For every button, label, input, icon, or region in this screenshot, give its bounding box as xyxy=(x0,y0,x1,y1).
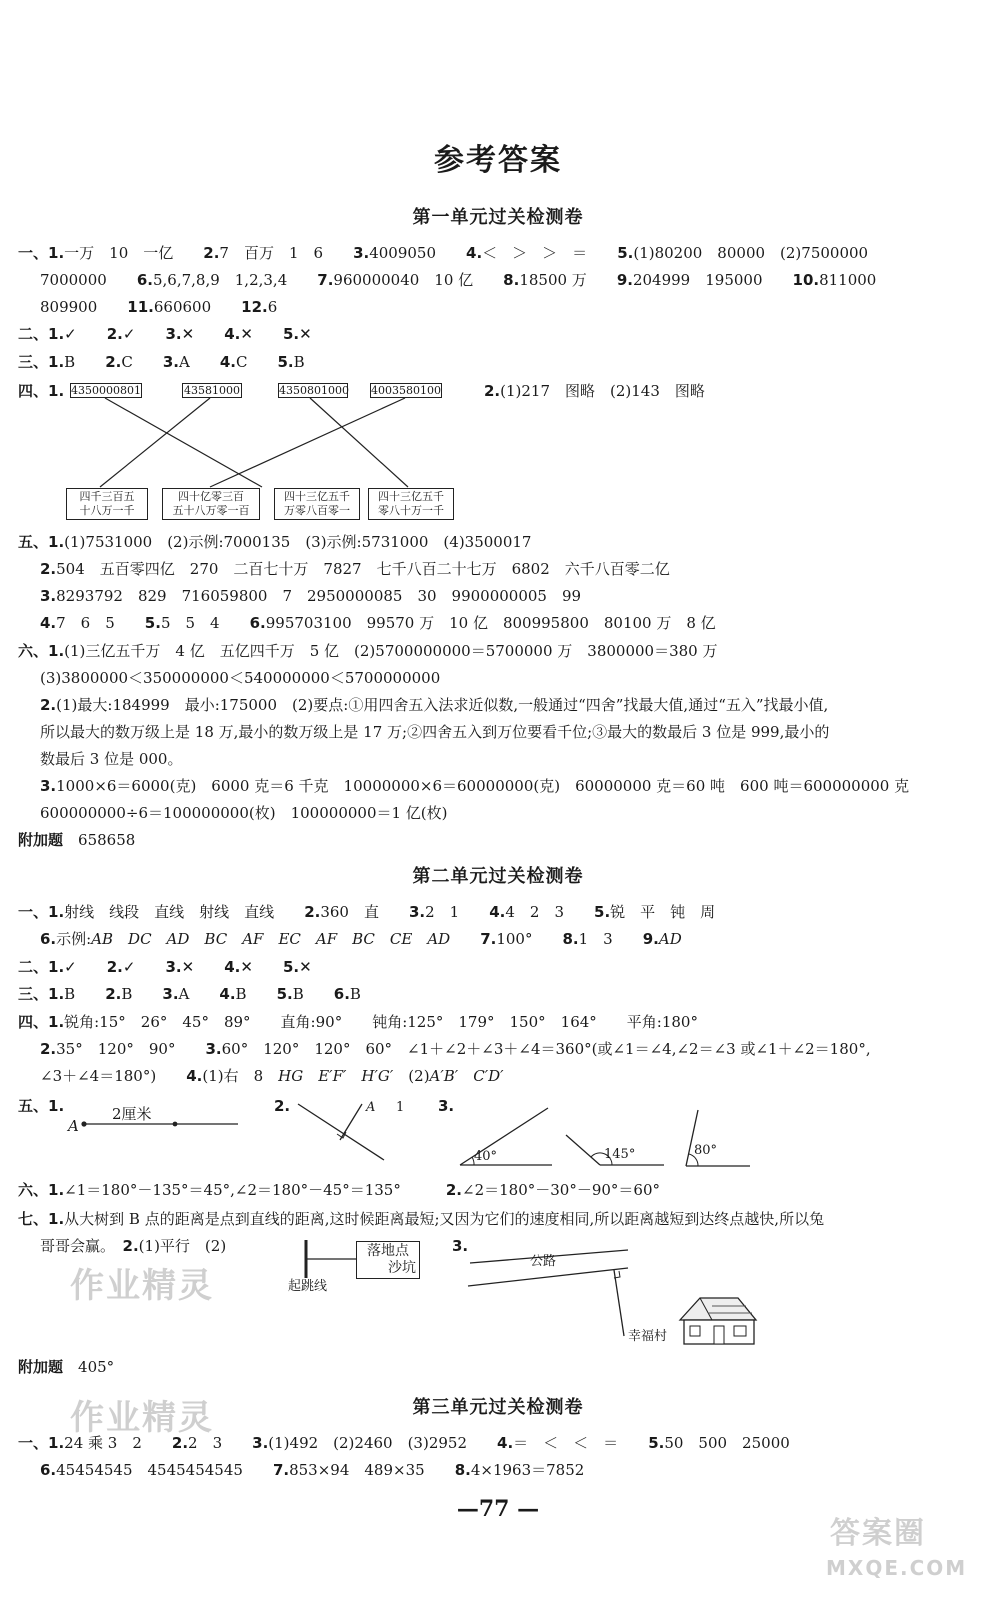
q-num: 6. xyxy=(333,985,350,1003)
q-num: 12. xyxy=(241,298,268,316)
u1-line-14: 所以最大的数万级上是 18 万,最小的数万级上是 17 万;②四舍五入到万位要看千位;③最大的数最后 3 位是 999,最小的 xyxy=(40,723,830,741)
answer: 809900 xyxy=(40,298,98,316)
answer: (1)最大:184999 最小:175000 (2)要点:①用四舍五入法求近似数,一般通过“四舍”找最大值,通过“五入”找最小值, xyxy=(56,696,829,714)
q-num: 2. xyxy=(106,325,123,343)
q-num: 4. xyxy=(489,903,506,921)
page-title: 参考答案 xyxy=(434,143,562,178)
answer: 995703100 99570 万 10 亿 800995800 80100 万 8 亿 xyxy=(265,614,716,632)
number-box-3: 4350801000 xyxy=(279,384,349,397)
answer: C xyxy=(235,353,248,371)
section-label: 二、 xyxy=(18,958,49,976)
angle-80-label: 80° xyxy=(694,1143,718,1158)
q-num: 1. xyxy=(48,958,65,976)
answer: (1)217 图略 (2)143 图略 xyxy=(500,382,705,400)
words-line: 四千三百五 xyxy=(79,490,135,503)
q-num: 5. xyxy=(594,903,611,921)
q-num: 2. xyxy=(40,560,57,578)
answer: 锐 平 钝 周 xyxy=(610,903,716,921)
u3-line-2 xyxy=(40,1459,584,1481)
section-label: 一、 xyxy=(18,1434,49,1452)
cross-mark: ✕ xyxy=(299,325,312,343)
q-num: 3. xyxy=(162,353,179,371)
q-num: 4. xyxy=(497,1434,514,1452)
answer: 4×1963＝7852 xyxy=(470,1461,585,1479)
q-num: 4. xyxy=(466,244,483,262)
q-num: 8. xyxy=(503,271,520,289)
q-num: 9. xyxy=(616,271,633,289)
section-label: 三、 xyxy=(18,985,49,1003)
answer: 示例: xyxy=(56,930,92,948)
cross-mark: ✕ xyxy=(181,325,195,343)
q-num: 2. xyxy=(40,696,57,714)
answer: 100° xyxy=(496,930,533,948)
answer: 一万 10 一亿 xyxy=(64,244,174,262)
q-num: 3. xyxy=(252,1434,269,1452)
q-num: 4. xyxy=(219,985,236,1003)
q-num: 2. xyxy=(106,958,123,976)
check-mark: ✓ xyxy=(64,958,77,976)
q-num: 6. xyxy=(249,614,266,632)
q-num: 5. xyxy=(277,353,294,371)
angle-40-label: 40° xyxy=(474,1149,498,1164)
q-num: 4. xyxy=(40,614,57,632)
section-label: 六、 xyxy=(18,1181,49,1199)
cross-mark: ✕ xyxy=(240,325,253,343)
q-num: 2. xyxy=(274,1097,291,1115)
q-num: 1. xyxy=(48,353,65,371)
watermark-url: MXQE.COM xyxy=(826,1556,968,1580)
answer: 射线 线段 直线 射线 直线 xyxy=(64,903,275,921)
answer: A xyxy=(178,353,190,371)
q-num: 9. xyxy=(642,930,659,948)
answer: (1)三亿五千万 4 亿 五亿四千万 5 亿 (2)5700000000＝5700000 万 3800000＝380 万 xyxy=(64,642,718,660)
answer: 18500 万 xyxy=(519,271,587,289)
q-num: 4. xyxy=(224,958,241,976)
u1-line-17: 600000000÷6＝100000000(枚) 100000000＝1 亿(枚) xyxy=(40,804,448,822)
road-label: 公路 xyxy=(530,1254,557,1269)
q-num: 5. xyxy=(282,958,300,976)
q-num: 5. xyxy=(144,614,161,632)
answer: HG E′F′ H′G′ xyxy=(278,1067,394,1085)
answer: 658658 xyxy=(78,831,136,849)
number-box-1: 4350000801 xyxy=(71,384,141,397)
answer: 2 3 xyxy=(188,1434,223,1452)
answer: 8293792 829 716059800 7 2950000085 30 9900000005 99 xyxy=(56,587,582,605)
section-label: 四、 xyxy=(18,382,49,400)
q-num: 5. xyxy=(648,1434,665,1452)
section-label: 四、 xyxy=(18,1013,49,1031)
cross-mark: ✕ xyxy=(299,958,312,976)
number-box-4: 4003580100 xyxy=(371,384,441,397)
q-num: 7. xyxy=(272,1461,290,1479)
q-num: 1. xyxy=(48,985,65,1003)
landing-point-label: 落地点 xyxy=(367,1243,409,1259)
watermark-logo: 作业精灵 xyxy=(70,1266,214,1306)
section-label: 三、 xyxy=(18,353,49,371)
section-label: 五、 xyxy=(18,1097,49,1115)
answer: (1)右 8 xyxy=(202,1067,279,1085)
answer: 360 直 xyxy=(320,903,379,921)
answer: 锐角:15° 26° 45° 89° 直角:90° 钝角:125° 179° 150° 164° 平角:180° xyxy=(64,1013,698,1031)
answer: AD xyxy=(658,930,682,948)
q-num: 3. xyxy=(205,1040,222,1058)
answer: 1000×6＝6000(克) 6000 克＝6 千克 10000000×6＝60000000(克) 60000000 克＝60 吨 600 吨＝600000000 克 xyxy=(56,777,910,795)
check-mark: ✓ xyxy=(122,325,136,343)
section-label: 五、 xyxy=(18,533,49,551)
q-num: 10. xyxy=(792,271,820,289)
answer: 660600 xyxy=(153,298,212,316)
q-num: 1. xyxy=(48,244,65,262)
answer: 从大树到 B 点的距离是点到直线的距离,这时候距离最短;又因为它们的速度相同,所以距离越短到达终点越快,所以兔 xyxy=(64,1210,825,1228)
u1-line-15: 数最后 3 位是 000。 xyxy=(40,750,183,768)
check-mark: ✓ xyxy=(64,325,77,343)
q-num: 2. xyxy=(445,1181,463,1199)
words-line: 十八万一千 xyxy=(79,504,135,517)
q-num: 8. xyxy=(454,1461,471,1479)
answer: 6 xyxy=(267,298,278,316)
q-num: 4. xyxy=(219,353,236,371)
q-num: 2. xyxy=(203,244,220,262)
u2-extra xyxy=(18,1356,114,1378)
answer: 45454545 4545454545 xyxy=(56,1461,243,1479)
u1-line-12: (3)3800000＜350000000＜540000000＜5700000000 xyxy=(40,669,441,687)
q-num: 1. xyxy=(48,1210,65,1228)
q-num: 1. xyxy=(48,325,65,343)
answer: 405° xyxy=(78,1358,115,1376)
cross-mark: ✕ xyxy=(240,958,253,976)
answer: (2) xyxy=(408,1067,430,1085)
section-label: 一、 xyxy=(18,903,49,921)
answer: 4 2 3 xyxy=(505,903,565,921)
cross-mark: ✕ xyxy=(181,958,195,976)
answer: ∠1＝180°－135°＝45°,∠2＝180°－45°＝135° xyxy=(64,1181,401,1199)
q-num: 2. xyxy=(105,985,122,1003)
answer: B xyxy=(292,985,304,1003)
village-label: 幸福村 xyxy=(628,1329,668,1344)
q-num: 3. xyxy=(452,1237,469,1255)
q-num: 3. xyxy=(40,777,57,795)
answer: B xyxy=(235,985,247,1003)
words-line: 五十八万零一百 xyxy=(172,504,250,517)
check-mark: ✓ xyxy=(122,958,136,976)
q-num: 4. xyxy=(224,325,241,343)
answer: AB DC AD BC AF EC AF BC CE AD xyxy=(91,930,451,948)
page-number: —77 — xyxy=(456,1496,540,1522)
answer: 2 1 xyxy=(425,903,460,921)
answer: C xyxy=(121,353,133,371)
q-num: 2. xyxy=(304,903,321,921)
q-num: 2. xyxy=(171,1434,189,1452)
answer: 4009050 xyxy=(369,244,437,262)
answer: ＜ ＞ ＞ ＝ xyxy=(482,244,588,262)
q-num: 6. xyxy=(136,271,153,289)
words-line: 万零八百零一 xyxy=(284,504,350,517)
watermark-logo: 作业精灵 xyxy=(70,1398,214,1438)
answer: (1)492 (2)2460 (3)2952 xyxy=(268,1434,468,1452)
answer: ＝ ＜ ＜ ＝ xyxy=(513,1434,619,1452)
answer: A′B′ C′D′ xyxy=(429,1067,504,1085)
answer: 853×94 489×35 xyxy=(289,1461,425,1479)
words-line: 零八十万一千 xyxy=(378,504,444,517)
q-num: 3. xyxy=(40,587,57,605)
answer: 1 3 xyxy=(578,930,613,948)
q-num: 2. xyxy=(105,353,122,371)
sandpit-label: 沙坑 xyxy=(388,1260,416,1276)
q-num: 11. xyxy=(127,298,154,316)
q-num: 3. xyxy=(408,903,426,921)
extra-label: 附加题 xyxy=(18,1358,64,1376)
q-num: 6. xyxy=(40,930,57,948)
q-num: 1. xyxy=(48,1181,65,1199)
answer: (1)80200 80000 (2)7500000 xyxy=(633,244,869,262)
q-num: 1. xyxy=(48,1434,65,1452)
q-num: 6. xyxy=(40,1461,57,1479)
answer: 哥哥会赢。 xyxy=(40,1237,108,1255)
angle-145-label: 145° xyxy=(604,1147,636,1162)
answer: 204999 195000 xyxy=(632,271,763,289)
section-label: 二、 xyxy=(18,325,49,343)
answer: 960000040 10 亿 xyxy=(333,271,474,289)
q-num: 7. xyxy=(317,271,334,289)
q-num: 5. xyxy=(282,325,300,343)
watermark-logo: 答案圈 xyxy=(830,1516,926,1551)
q-num: 3. xyxy=(353,244,370,262)
q-num: 1. xyxy=(48,642,65,660)
q-num: 5. xyxy=(276,985,293,1003)
unit3-title: 第三单元过关检测卷 xyxy=(412,1397,584,1418)
answer: (1)平行 (2) xyxy=(138,1237,227,1255)
q-num: 1. xyxy=(48,903,65,921)
q-num: 3. xyxy=(165,325,182,343)
answer: B xyxy=(64,985,76,1003)
answer: ∠2＝180°－30°－90°＝60° xyxy=(462,1181,661,1199)
q-num: 3. xyxy=(438,1097,455,1115)
answer: 7000000 xyxy=(40,271,107,289)
answer: B xyxy=(349,985,361,1003)
section-label: 一、 xyxy=(18,244,49,262)
q-num: 2. xyxy=(122,1237,139,1255)
words-line: 四十三亿五千 xyxy=(284,490,350,503)
answer: B xyxy=(293,353,305,371)
answer: 7 百万 1 6 xyxy=(219,244,324,262)
section-label: 七、 xyxy=(18,1210,49,1228)
q-num: 1. xyxy=(48,533,65,551)
length-label: 2厘米 xyxy=(112,1105,152,1123)
section-label: 六、 xyxy=(18,642,49,660)
q-num: 8. xyxy=(562,930,579,948)
answer: 35° 120° 90° xyxy=(56,1040,176,1058)
words-line: 四十亿零三百 xyxy=(178,490,244,503)
q-num: 2. xyxy=(484,382,501,400)
takeoff-line-label: 起跳线 xyxy=(288,1279,328,1294)
q-num: 1. xyxy=(48,382,65,400)
answer: 24 乘 3 2 xyxy=(64,1434,142,1452)
unit1-title: 第一单元过关检测卷 xyxy=(412,207,584,228)
answer: B xyxy=(121,985,133,1003)
q-num: 2. xyxy=(40,1040,57,1058)
words-line: 四十三亿五千 xyxy=(378,490,444,503)
q-num: 7. xyxy=(480,930,497,948)
q-num: 3. xyxy=(165,958,182,976)
answer: B xyxy=(64,353,76,371)
landing-point-box xyxy=(356,1241,420,1279)
angle-count-label: 1 xyxy=(396,1100,405,1115)
q-num: 4. xyxy=(186,1067,203,1085)
q-num: 1. xyxy=(48,1097,65,1115)
answer: 5,6,7,8,9 1,2,3,4 xyxy=(152,271,288,289)
answer: (1)7531000 (2)示例:7000135 (3)示例:5731000 (4)3500017 xyxy=(64,533,532,551)
answer: 50 500 25000 xyxy=(664,1434,790,1452)
point-a-label: A xyxy=(68,1117,79,1135)
point-a-label-2: A xyxy=(366,1100,376,1115)
q-num: 3. xyxy=(162,985,179,1003)
extra-label: 附加题 xyxy=(18,831,64,849)
answer: 811000 xyxy=(819,271,877,289)
answer: 7 6 5 xyxy=(56,614,115,632)
number-box-2: 43581000 xyxy=(184,384,240,397)
answer: 60° 120° 120° 60° ∠1＋∠2＋∠3＋∠4＝360°(或∠1＝∠4,∠2＝∠3 或∠1＋∠2＝180°, xyxy=(221,1040,871,1058)
answer: 504 五百零四亿 270 二百七十万 7827 七千八百二十七万 6802 六千八百零二亿 xyxy=(56,560,670,578)
q-num: 5. xyxy=(617,244,634,262)
unit2-title: 第二单元过关检测卷 xyxy=(412,866,584,887)
answer: A xyxy=(178,985,190,1003)
answer: 5 5 4 xyxy=(160,614,220,632)
q-num: 1. xyxy=(48,1013,65,1031)
answer: ∠3＋∠4＝180°) xyxy=(40,1067,157,1085)
